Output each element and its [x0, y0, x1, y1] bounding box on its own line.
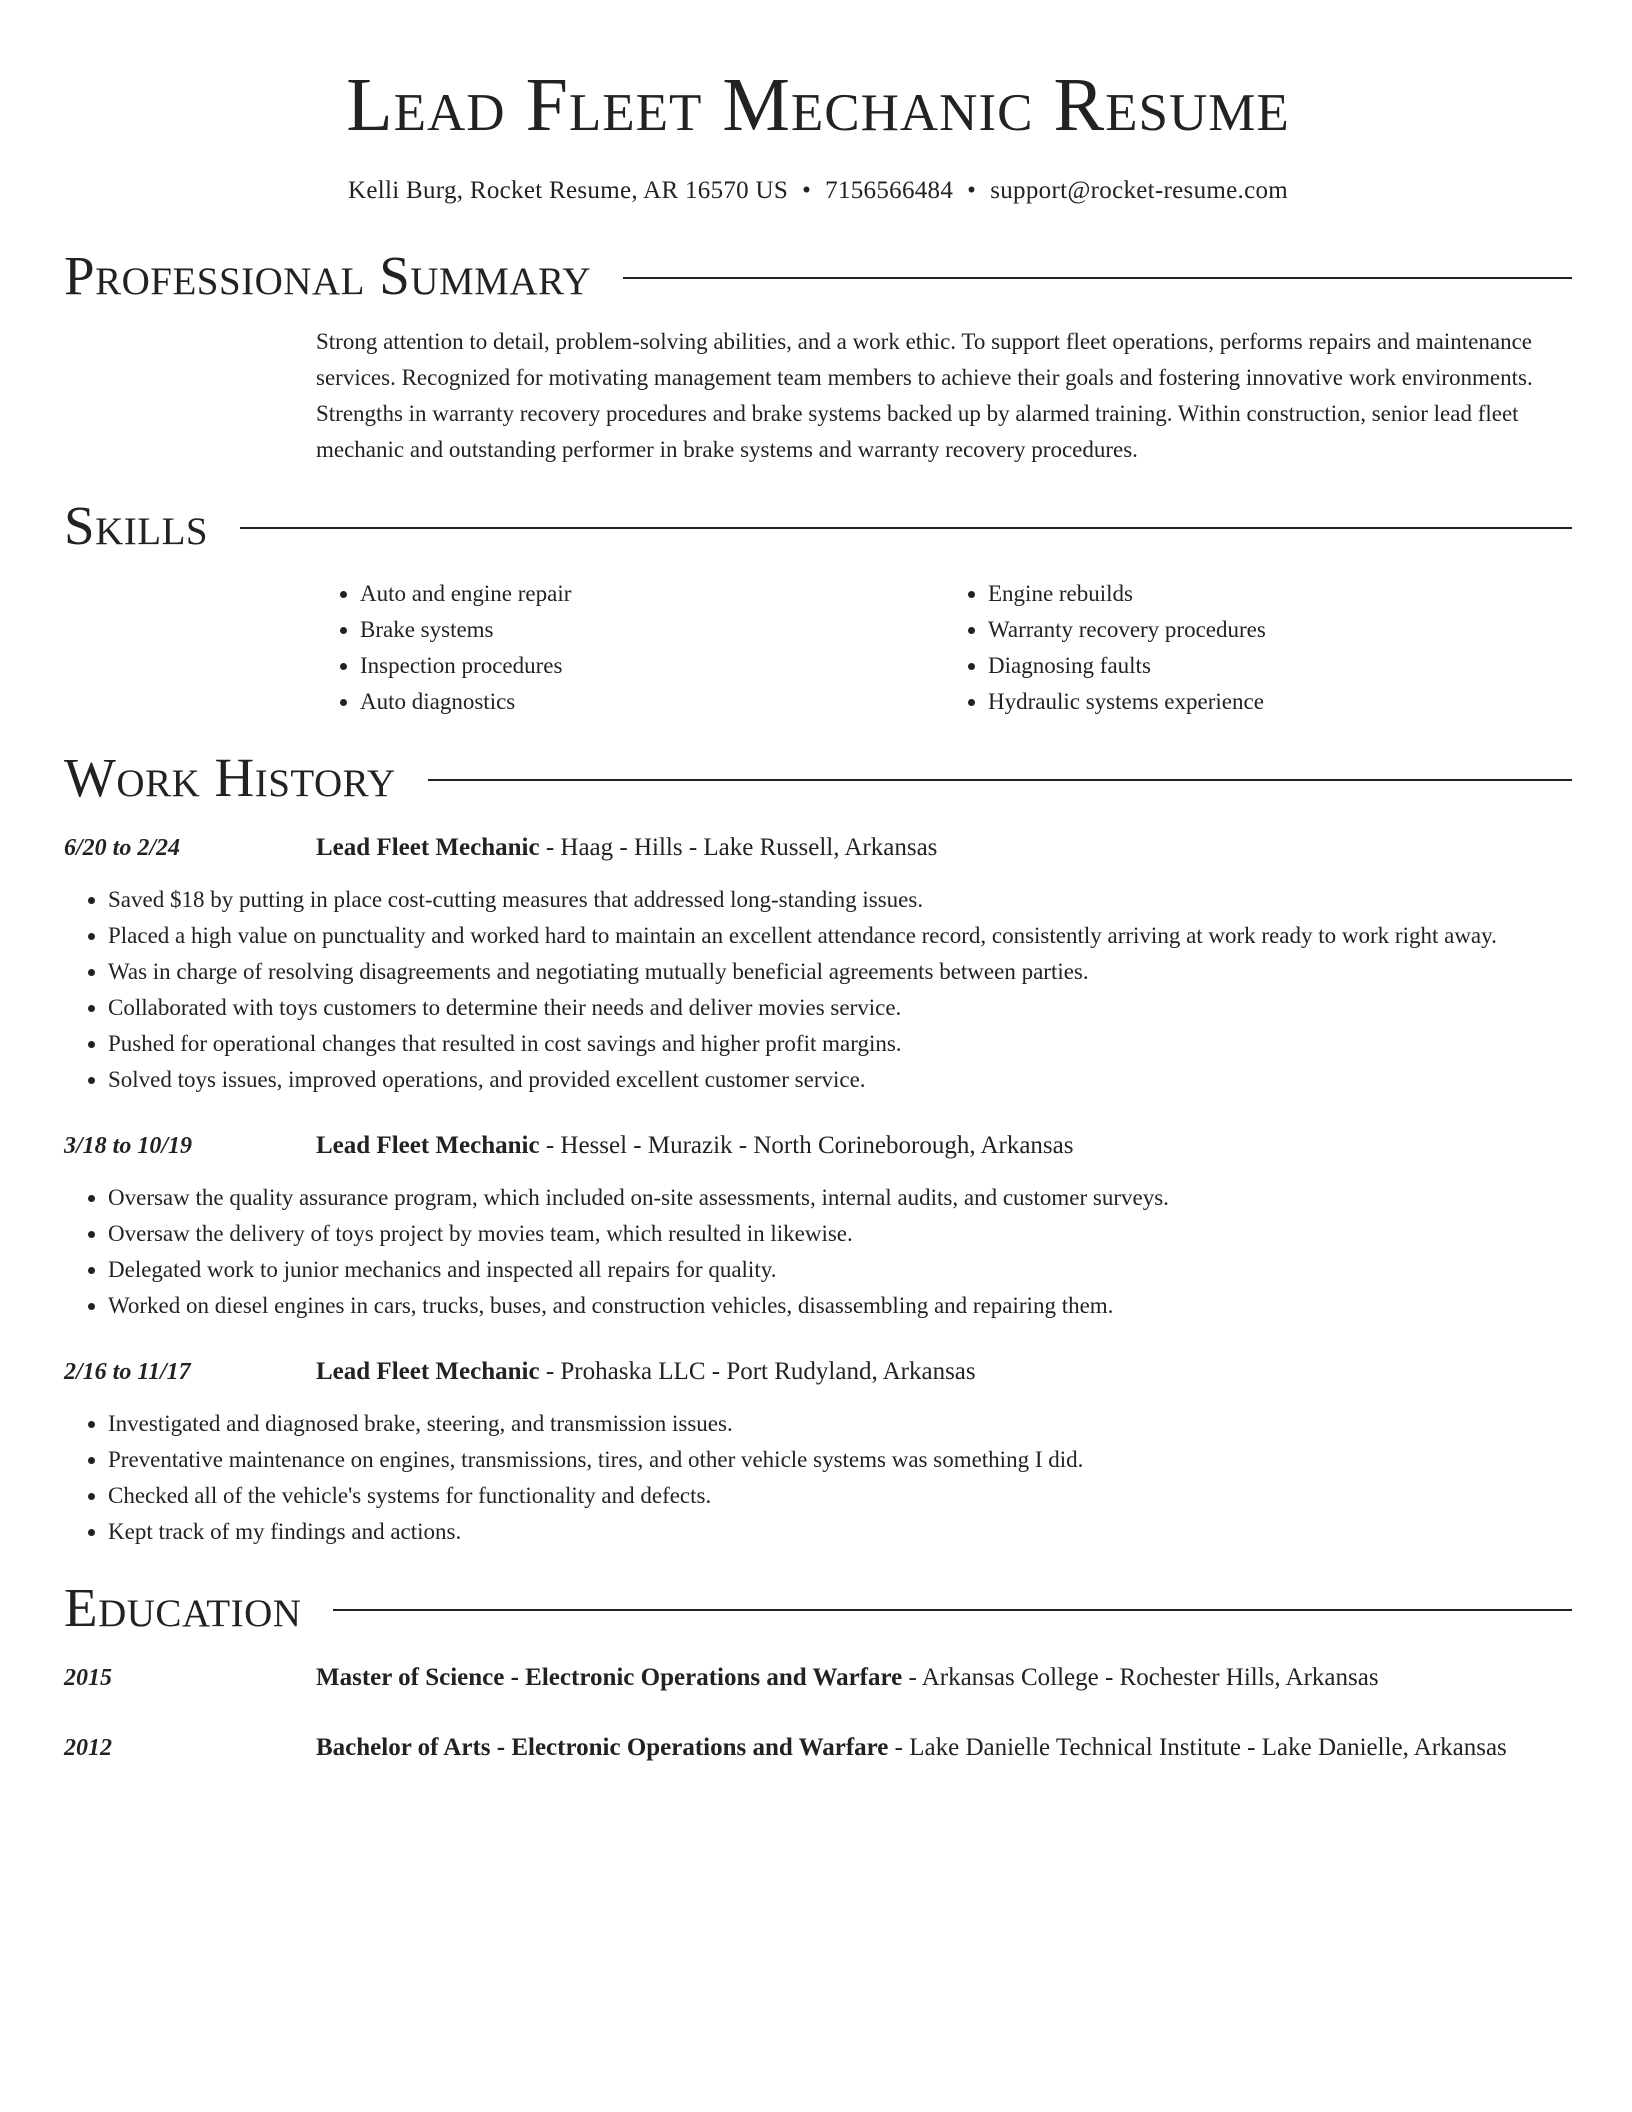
job-entry — [64, 1354, 1572, 1390]
contact-address: Kelli Burg, Rocket Resume, AR 16570 US — [347, 177, 789, 204]
job-title: Lead Fleet Mechanic — [316, 1132, 540, 1159]
job-bullet: • Pushed for operational changes that resulted in cost savings and higher profit margins. — [108, 1026, 1572, 1062]
contact-separator: • — [802, 177, 812, 204]
resume-title: Lead Fleet Mechanic Resume — [346, 63, 1290, 147]
skills-column-right — [944, 576, 1572, 720]
education-entry — [64, 1728, 1572, 1768]
job-bullet: • Was in charge of resolving disagreements and negotiating mutually beneficial agreements between parties. — [108, 954, 1572, 990]
job-bullet: • Checked all of the vehicle's systems for functionality and defects. — [108, 1478, 1572, 1514]
skills-heading — [64, 494, 1572, 558]
skills-heading-text: Skills — [64, 495, 209, 556]
job-title: Lead Fleet Mechanic — [316, 834, 540, 861]
job-dates: 3/18 to 10/19 — [64, 1133, 193, 1159]
education-details: - Lake Danielle Technical Institute - Lake Danielle, Arkansas — [888, 1734, 1507, 1761]
section-divider — [623, 277, 1572, 279]
job-bullet: • Worked on diesel engines in cars, trucks, buses, and construction vehicles, disassembling and repairing them. — [108, 1288, 1572, 1324]
summary-text: Strong attention to detail, problem-solving abilities, and a work ethic. To support fleet operations, performs repairs and maintenance services. Recognized for motivating management team members to achieve their goals and fostering innovative work environments. Strengths in warranty recovery procedures and brake systems backed up by alarmed training. Within construction, senior lead fleet mechanic and outstanding performer in brake systems and warranty recovery procedures. — [316, 329, 1533, 462]
job-bullet: • Collaborated with toys customers to determine their needs and deliver movies service. — [108, 990, 1572, 1026]
job-dates: 2/16 to 11/17 — [64, 1359, 191, 1385]
education-degree: Bachelor of Arts - Electronic Operations and Warfare — [316, 1734, 889, 1761]
education-degree: Master of Science - Electronic Operations and Warfare — [316, 1664, 903, 1691]
job-bullets — [64, 1180, 1572, 1324]
job-bullet: • Preventative maintenance on engines, transmissions, tires, and other vehicle systems was something I did. — [108, 1442, 1572, 1478]
education-details: - Arkansas College - Rochester Hills, Arkansas — [902, 1664, 1379, 1691]
job-bullet: • Oversaw the quality assurance program, which included on-site assessments, internal audits, and customer surveys. — [108, 1180, 1572, 1216]
contact-phone: 7156566484 — [825, 177, 954, 204]
job-details: - Hessel - Murazik - North Corineborough, Arkansas — [539, 1132, 1074, 1159]
job-dates: 6/20 to 2/24 — [64, 835, 181, 861]
education-year: 2015 — [64, 1665, 112, 1691]
education-year: 2012 — [64, 1735, 112, 1761]
job-details: - Haag - Hills - Lake Russell, Arkansas — [539, 834, 938, 861]
skill-item: • Engine rebuilds — [988, 576, 1572, 612]
job-header — [316, 1128, 1073, 1164]
job-header — [316, 1354, 976, 1390]
section-divider — [428, 779, 1572, 781]
skill-item: • Inspection procedures — [360, 648, 944, 684]
job-bullet: • Saved $18 by putting in place cost-cutting measures that addressed long-standing issues. — [108, 882, 1572, 918]
summary-heading — [64, 244, 1572, 308]
contact-email: support@rocket-resume.com — [990, 177, 1289, 204]
work-history-heading-text: Work History — [64, 747, 396, 808]
skills-column-left — [316, 576, 944, 720]
job-title: Lead Fleet Mechanic — [316, 1358, 540, 1385]
contact-line — [64, 174, 1572, 208]
skill-item: • Diagnosing faults — [988, 648, 1572, 684]
education-header — [316, 1660, 1379, 1696]
resume-page — [64, 0, 1572, 1768]
job-bullet: • Placed a high value on punctuality and worked hard to maintain an excellent attendance record, consistently arriving at work ready to work right away. — [108, 918, 1572, 954]
summary-heading-text: Professional Summary — [64, 245, 592, 306]
job-entry — [64, 830, 1572, 866]
section-divider — [240, 527, 1572, 529]
skill-item: • Hydraulic systems experience — [988, 684, 1572, 720]
education-entry — [64, 1660, 1572, 1696]
contact-separator: • — [967, 177, 977, 204]
job-details: - Prohaska LLC - Port Rudyland, Arkansas — [539, 1358, 976, 1385]
skill-item: • Brake systems — [360, 612, 944, 648]
skill-item: • Auto and engine repair — [360, 576, 944, 612]
education-heading — [64, 1576, 1572, 1640]
job-header — [316, 830, 937, 866]
job-bullet: • Investigated and diagnosed brake, steering, and transmission issues. — [108, 1406, 1572, 1442]
education-header — [316, 1728, 1507, 1768]
skills-list — [316, 576, 1572, 720]
education-heading-text: Education — [64, 1577, 302, 1638]
job-bullet: • Delegated work to junior mechanics and inspected all repairs for quality. — [108, 1252, 1572, 1288]
job-bullet: • Oversaw the delivery of toys project by movies team, which resulted in likewise. — [108, 1216, 1572, 1252]
job-bullet: • Kept track of my findings and actions. — [108, 1514, 1572, 1550]
job-bullets — [64, 882, 1572, 1098]
work-history-heading — [64, 746, 1572, 810]
skill-item: • Auto diagnostics — [360, 684, 944, 720]
section-divider — [333, 1609, 1572, 1611]
skill-item: • Warranty recovery procedures — [988, 612, 1572, 648]
job-bullets — [64, 1406, 1572, 1550]
job-entry — [64, 1128, 1572, 1164]
job-bullet: • Solved toys issues, improved operations, and provided excellent customer service. — [108, 1062, 1572, 1098]
